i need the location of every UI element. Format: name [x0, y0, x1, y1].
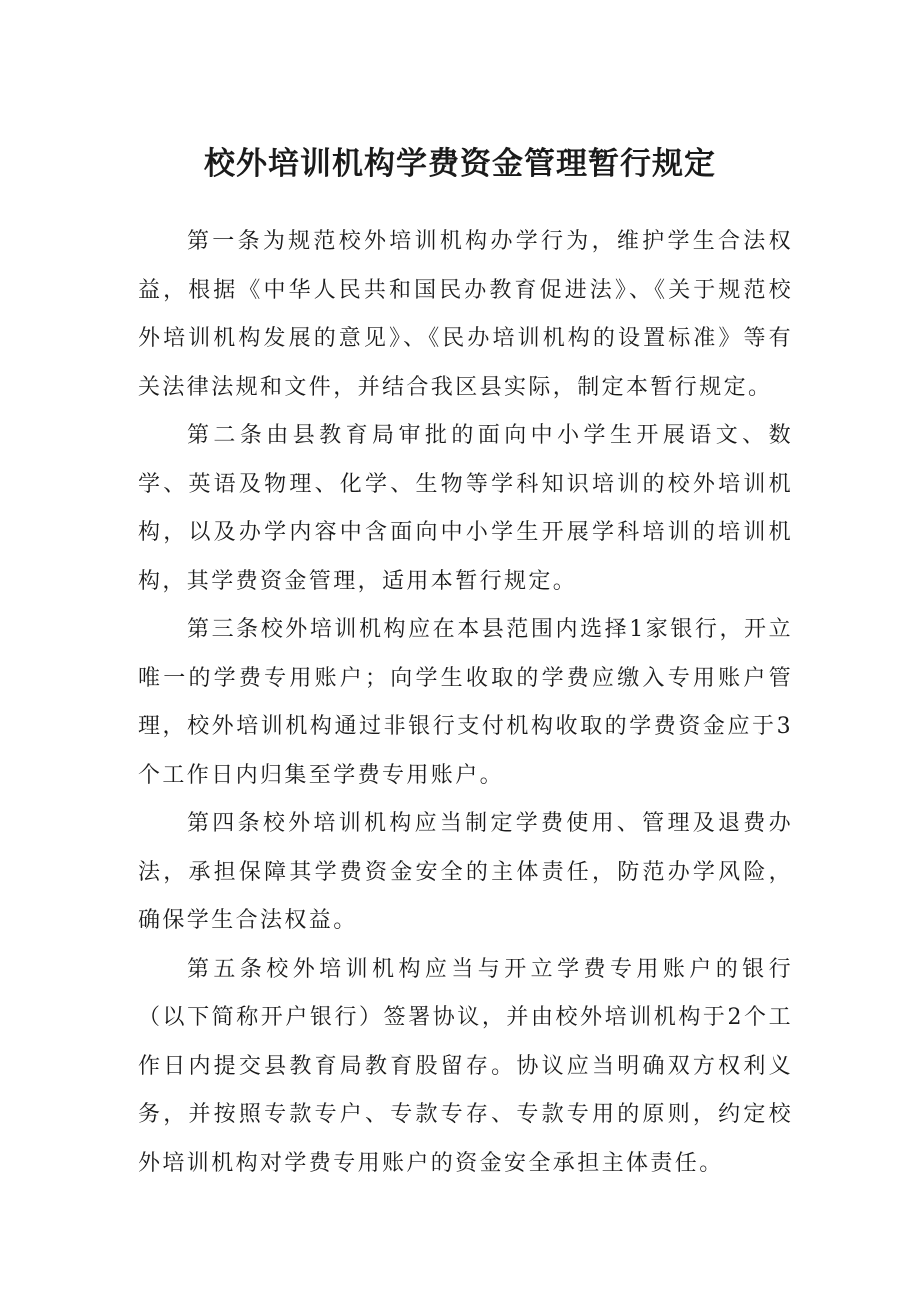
article-paragraph-3: 第三条校外培训机构应在本县范围内选择1家银行，开立唯一的学费专用账户；向学生收取的学费应缴入专用账户管理，校外培训机构通过非银行支付机构收取的学费资金应于3个工作日内归集至学费专用账户。	[138, 617, 793, 788]
article-paragraph-5: 第五条校外培训机构应当与开立学费专用账户的银行（以下简称开户银行）签署协议，并由校外培训机构于2个工作日内提交县教育局教育股留存。协议应当明确双方权利义务，并按照专款专户、专款专存、专款专用的原则，约定校外培训机构对学费专用账户的资金安全承担主体责任。	[138, 956, 793, 1176]
article-paragraph-1: 第一条为规范校外培训机构办学行为，维护学生合法权益，根据《中华人民共和国民办教育促进法》、《关于规范校外培训机构发展的意见》、《民办培训机构的设置标准》等有关法律法规和文件，并结合我区县实际，制定本暂行规定。	[138, 229, 793, 400]
article-paragraph-4: 第四条校外培训机构应当制定学费使用、管理及退费办法，承担保障其学费资金安全的主体责任，防范办学风险，确保学生合法权益。	[138, 811, 793, 933]
document-title: 校外培训机构学费资金管理暂行规定	[204, 146, 716, 182]
document-body	[138, 218, 793, 1188]
article-paragraph-2: 第二条由县教育局审批的面向中小学生开展语文、数学、英语及物理、化学、生物等学科知识培训的校外培训机构，以及办学内容中含面向中小学生开展学科培训的培训机构，其学费资金管理，适用本暂行规定。	[138, 423, 793, 594]
